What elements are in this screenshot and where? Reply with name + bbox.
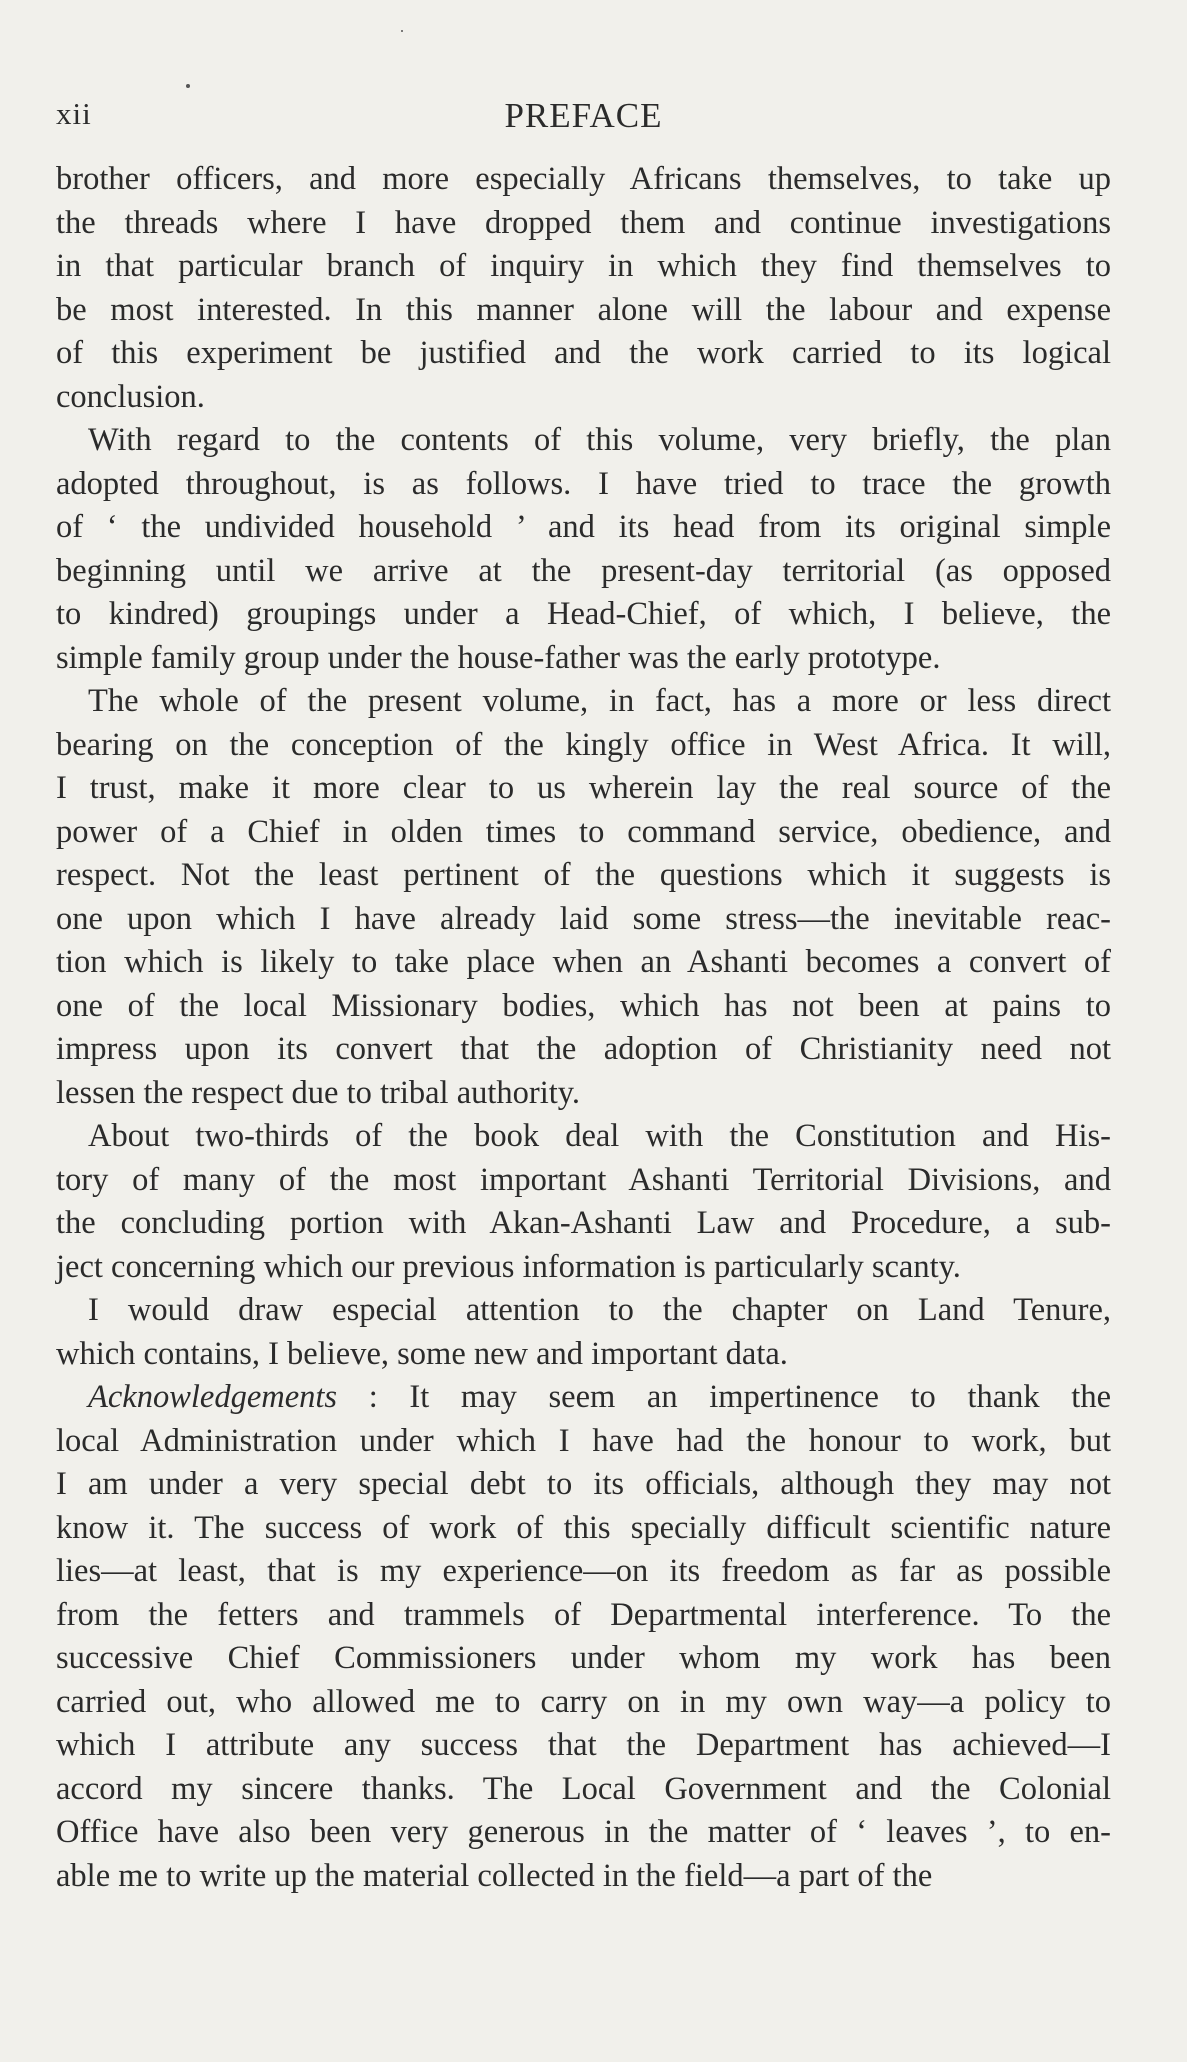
text-line: in that particular branch of inquiry in which they find themselves to (56, 248, 1111, 284)
text-line: I am under a very special debt to its officials, although they may not (56, 1466, 1111, 1502)
text-line: power of a Chief in olden times to command service, obedience, and (56, 813, 1111, 850)
text-line: from the fetters and trammels of Departmental interference. To the (56, 1596, 1111, 1633)
text-line: able me to write up the material collected in the field—a part of the (56, 1857, 933, 1894)
page-number: xii (56, 96, 92, 131)
paragraph (56, 1289, 1111, 1376)
text-line: successive Chief Commissioners under whom my work has been (56, 1640, 1111, 1676)
text-line: which I attribute any success that the Department has achieved—I (56, 1727, 1111, 1763)
paragraph (56, 1376, 1111, 1898)
text-line: adopted throughout, is as follows. I have tried to trace the growth (56, 465, 1111, 502)
paragraph (56, 158, 1111, 419)
text-line: respect. Not the least pertinent of the questions which it suggests is (56, 857, 1111, 893)
running-title: PREFACE (504, 96, 663, 135)
text-line: to kindred) groupings under a Head-Chief, of which, I believe, the (56, 596, 1111, 632)
text-line: With regard to the contents of this volume, very briefly, the plan (88, 422, 1111, 458)
print-speck (401, 30, 403, 32)
text-line: beginning until we arrive at the present-day territorial (as opposed (56, 552, 1111, 589)
text-line: be most interested. In this manner alone will the labour and expense (56, 291, 1111, 328)
text-line: tory of many of the most important Ashanti Territorial Divisions, and (56, 1161, 1111, 1198)
text-line: lessen the respect due to tribal authority. (56, 1074, 581, 1111)
text-line: brother officers, and more especially Africans themselves, to take up (56, 161, 1111, 197)
text-line: I trust, make it more clear to us wherein lay the real source of the (56, 770, 1111, 806)
text-line: local Administration under which I have had the honour to work, but (56, 1422, 1111, 1459)
paragraph (56, 680, 1111, 1115)
text-line: About two-thirds of the book deal with the Constitution and His- (88, 1118, 1111, 1154)
text-line: lies—at least, that is my experience—on its freedom as far as possible (56, 1553, 1111, 1589)
paragraph (56, 1115, 1111, 1289)
text-line: of this experiment be justified and the work carried to its logical (56, 335, 1111, 371)
text-line: ject concerning which our previous information is particularly scanty. (56, 1248, 961, 1285)
text-line: bearing on the conception of the kingly office in West Africa. It will, (56, 726, 1111, 763)
text-line: tion which is likely to take place when an Ashanti becomes a convert of (56, 944, 1111, 980)
italic-lead: Acknowledgements (88, 1379, 338, 1415)
text-line: the concluding portion with Akan-Ashanti Law and Procedure, a sub- (56, 1205, 1111, 1241)
text-line (56, 1376, 1111, 1420)
book-page (56, 0, 1111, 2062)
text-line: which contains, I believe, some new and important data. (56, 1335, 788, 1372)
text-line: I would draw especial attention to the chapter on Land Tenure, (88, 1292, 1111, 1328)
text-line: the threads where I have dropped them and continue investigations (56, 204, 1111, 241)
text-line: Office have also been very generous in the matter of ‘ leaves ’, to en- (56, 1814, 1111, 1850)
text-line: impress upon its convert that the adoption of Christianity need not (56, 1031, 1111, 1067)
text-line: carried out, who allowed me to carry on in my own way—a policy to (56, 1683, 1111, 1720)
text-line: simple family group under the house-father was the early prototype. (56, 639, 941, 676)
text-line: conclusion. (56, 378, 205, 415)
body-text (56, 158, 1111, 1898)
text-line: one of the local Missionary bodies, which has not been at pains to (56, 987, 1111, 1024)
text-line: one upon which I have already laid some stress—the inevitable reac- (56, 900, 1111, 937)
text-line: of ‘ the undivided household ’ and its head from its original simple (56, 509, 1111, 545)
running-head (56, 96, 1111, 146)
text-line: accord my sincere thanks. The Local Government and the Colonial (56, 1770, 1111, 1807)
text-line: know it. The success of work of this specially difficult scientific nature (56, 1509, 1111, 1546)
text-line: The whole of the present volume, in fact, has a more or less direct (88, 683, 1111, 719)
print-speck (186, 84, 190, 88)
paragraph (56, 419, 1111, 680)
line-text: : It may seem an impertinence to thank the (337, 1379, 1111, 1415)
